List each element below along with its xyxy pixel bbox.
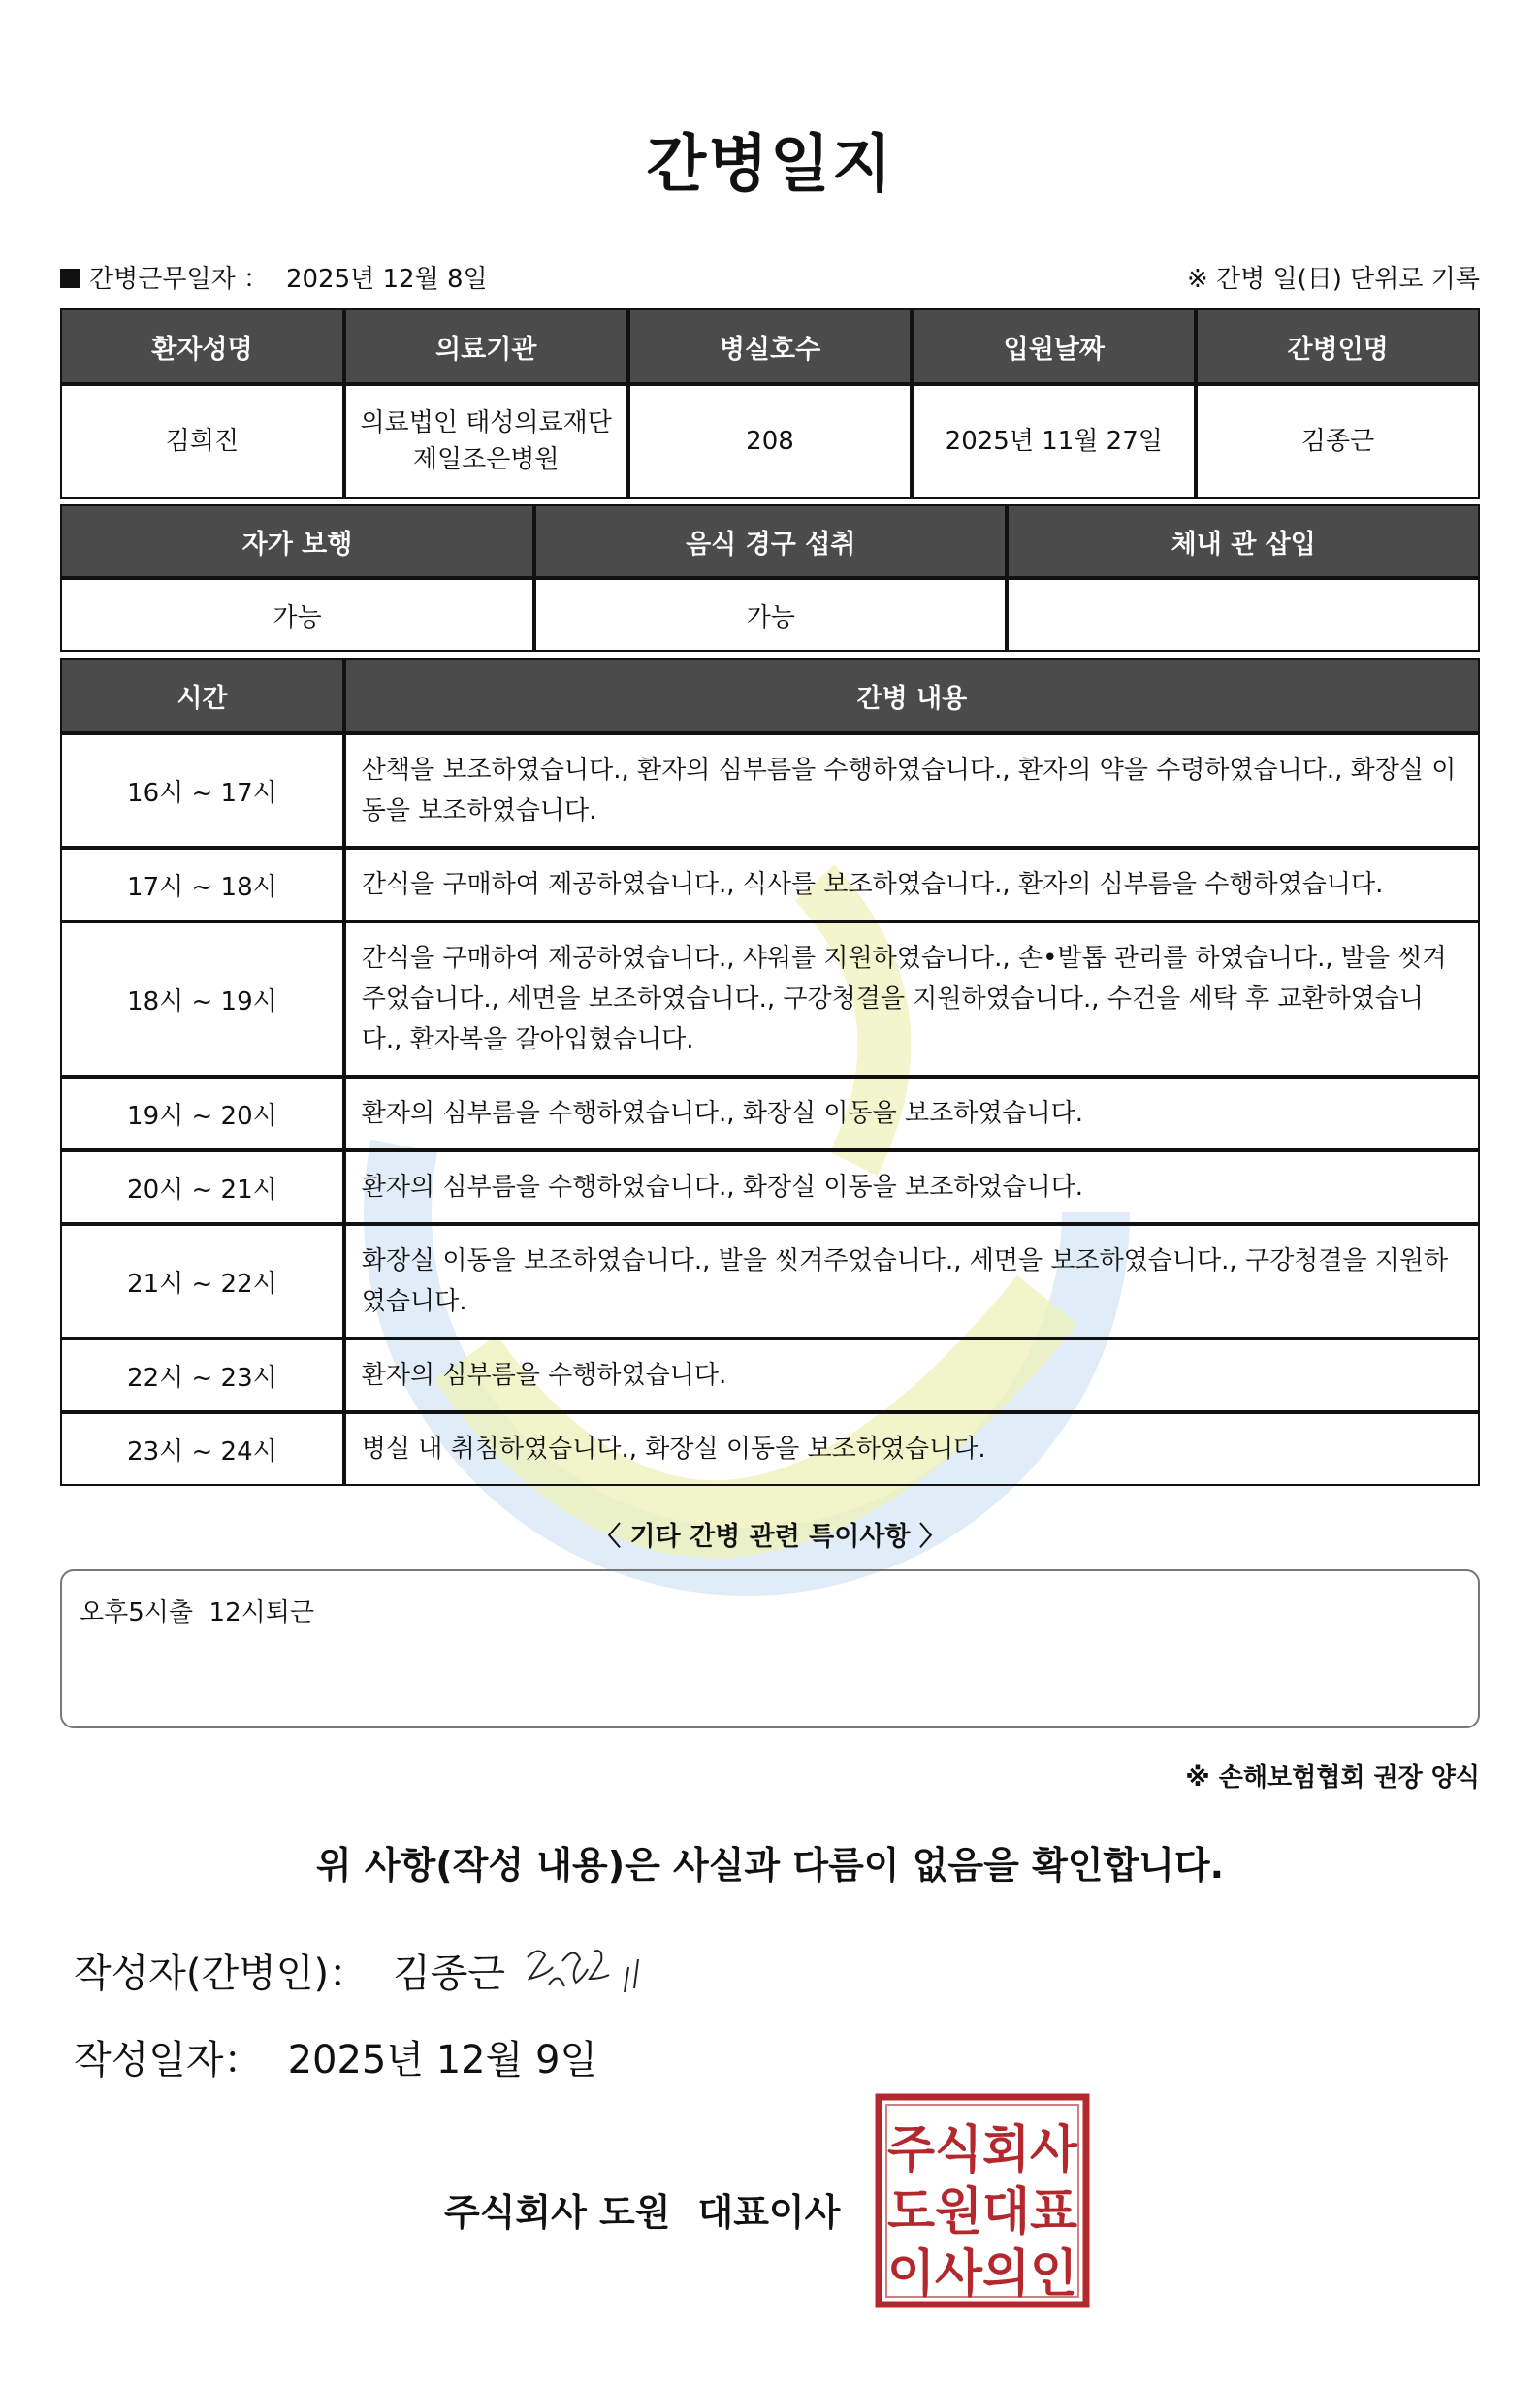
time-slot: 18시 ~ 19시 bbox=[60, 921, 344, 1077]
header-caregiver-name: 간병인명 bbox=[1196, 308, 1480, 384]
special-notes-content: 오후5시출 12시퇴근 bbox=[80, 1598, 314, 1628]
time-slot: 23시 ~ 24시 bbox=[60, 1412, 344, 1486]
header-time: 시간 bbox=[60, 658, 344, 733]
write-date-value: 2025년 12월 9일 bbox=[287, 2038, 598, 2082]
admission-date: 2025년 11월 27일 bbox=[912, 384, 1196, 499]
tube-insertion-value bbox=[1007, 578, 1480, 652]
work-date-value: 2025년 12월 8일 bbox=[285, 264, 488, 294]
self-walking-value: 가능 bbox=[60, 578, 534, 652]
work-date bbox=[60, 259, 488, 295]
table-row bbox=[60, 1412, 1480, 1486]
confirmation-statement: 위 사항(작성 내용)은 사실과 다름이 없음을 확인합니다. bbox=[315, 1844, 1225, 1887]
form-source-note: ※ 손해보험협회 권장 양식 bbox=[1185, 1763, 1480, 1792]
patient-status-table bbox=[60, 504, 1480, 652]
company-name: 주식회사 도원 bbox=[444, 2191, 671, 2234]
patient-name: 김희진 bbox=[60, 384, 344, 499]
writer-label: 작성자(간병인)： bbox=[74, 1952, 369, 1996]
table-row bbox=[60, 733, 1480, 848]
writer-line bbox=[74, 1943, 505, 1998]
care-content: 환자의 심부름을 수행하였습니다. bbox=[344, 1339, 1480, 1412]
table-row bbox=[60, 1224, 1480, 1339]
time-slot: 20시 ~ 21시 bbox=[60, 1150, 344, 1224]
header-care-content: 간병 내용 bbox=[344, 658, 1480, 733]
meta-row bbox=[60, 257, 1480, 296]
care-content: 간식을 구매하여 제공하였습니다., 샤워를 지원하였습니다., 손•발톱 관리를 하였습니다., 발을 씻겨주었습니다., 세면을 보조하였습니다., 구강청결을 지원하였습니다., 수건을 세탁 후 교환하였습니다., 환자복을 갈아입혔습니다. bbox=[344, 921, 1480, 1077]
patient-info-table bbox=[60, 308, 1480, 499]
care-content: 환자의 심부름을 수행하였습니다., 화장실 이동을 보조하였습니다. bbox=[344, 1077, 1480, 1150]
care-content: 화장실 이동을 보조하였습니다., 발을 씻겨주었습니다., 세면을 보조하였습니다., 구강청결을 지원하였습니다. bbox=[344, 1224, 1480, 1339]
write-date-label: 작성일자： bbox=[74, 2038, 263, 2082]
room-number: 208 bbox=[628, 384, 913, 499]
company-seal-stamp bbox=[875, 2093, 1090, 2308]
svg-text:이사의인: 이사의인 bbox=[887, 2245, 1077, 2304]
write-date-line bbox=[74, 2029, 597, 2084]
table-row bbox=[60, 921, 1480, 1077]
header-admission-date: 입원날짜 bbox=[912, 308, 1196, 384]
table-row bbox=[60, 1077, 1480, 1150]
time-slot: 19시 ~ 20시 bbox=[60, 1077, 344, 1150]
writer-name: 김종근 bbox=[393, 1952, 505, 1996]
special-notes-title: 〈 기타 간병 관련 특이사항 〉 bbox=[594, 1522, 946, 1552]
header-self-walking: 자가 보행 bbox=[60, 504, 534, 578]
header-room-number: 병실호수 bbox=[628, 308, 913, 384]
table-row bbox=[60, 1339, 1480, 1412]
time-slot: 16시 ~ 17시 bbox=[60, 733, 344, 848]
caregiver-name: 김종근 bbox=[1196, 384, 1480, 499]
time-slot: 22시 ~ 23시 bbox=[60, 1339, 344, 1412]
oral-intake-value: 가능 bbox=[534, 578, 1008, 652]
header-oral-intake: 음식 경구 섭취 bbox=[534, 504, 1008, 578]
care-content: 병실 내 취침하였습니다., 화장실 이동을 보조하였습니다. bbox=[344, 1412, 1480, 1486]
care-content: 환자의 심부름을 수행하였습니다., 화장실 이동을 보조하였습니다. bbox=[344, 1150, 1480, 1224]
page-title: 간병일지 bbox=[646, 129, 894, 201]
square-bullet-icon bbox=[60, 269, 80, 288]
time-slot: 21시 ~ 22시 bbox=[60, 1224, 344, 1339]
time-slot: 17시 ~ 18시 bbox=[60, 848, 344, 921]
work-date-label: 간병근무일자 ： bbox=[89, 264, 269, 294]
hospital-name: 의료법인 태성의료재단 제일조은병원 bbox=[344, 384, 628, 499]
header-hospital: 의료기관 bbox=[344, 308, 628, 384]
handwritten-signature bbox=[520, 1928, 665, 2006]
table-row bbox=[60, 1150, 1480, 1224]
header-patient-name: 환자성명 bbox=[60, 308, 344, 384]
care-content: 산책을 보조하였습니다., 환자의 심부름을 수행하였습니다., 환자의 약을 수령하였습니다., 화장실 이동을 보조하였습니다. bbox=[344, 733, 1480, 848]
header-tube-insertion: 체내 관 삽입 bbox=[1007, 504, 1480, 578]
company-line bbox=[444, 2182, 840, 2236]
care-content: 간식을 구매하여 제공하였습니다., 식사를 보조하였습니다., 환자의 심부름을 수행하였습니다. bbox=[344, 848, 1480, 921]
special-notes-box bbox=[60, 1569, 1480, 1728]
record-unit-note: ※ 간병 일(日) 단위로 기록 bbox=[1186, 264, 1480, 294]
care-log-table bbox=[60, 658, 1480, 1486]
table-row bbox=[60, 848, 1480, 921]
company-representative: 대표이사 bbox=[697, 2191, 841, 2234]
svg-text:주식회사: 주식회사 bbox=[887, 2121, 1078, 2179]
svg-text:도원대표: 도원대표 bbox=[887, 2183, 1077, 2242]
